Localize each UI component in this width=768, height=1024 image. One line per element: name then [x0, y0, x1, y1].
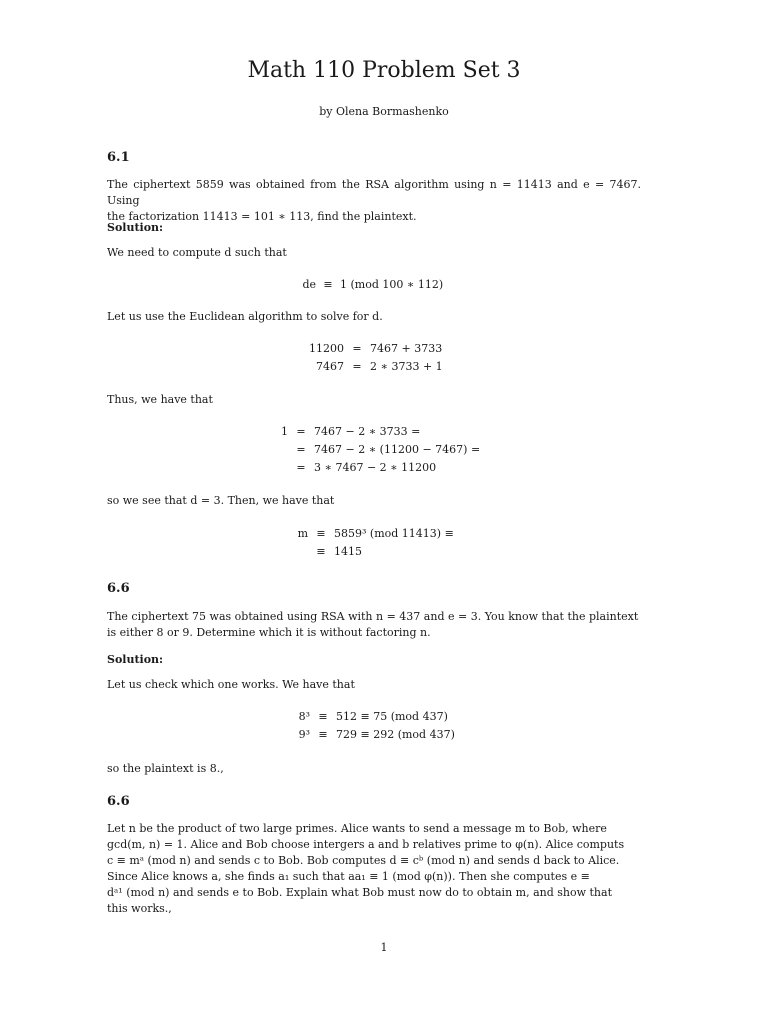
document-author: by Olena Bormashenko [319, 105, 449, 118]
equation-lhs: 8³ [298, 710, 310, 723]
equation-operator: = [352, 360, 362, 373]
equation-rhs: 512 ≡ 75 (mod 437) [336, 710, 448, 723]
compute-d-text: We need to compute d such that [107, 246, 287, 259]
equation-row [294, 726, 455, 744]
equation-row [298, 276, 443, 294]
problem-line: gcd(m, n) = 1. Alice and Bob choose intergers a and b relatives prime to φ(n). Alice computs [107, 838, 625, 851]
problem-line: The ciphertext 5859 was obtained from the RSA algorithm using n = 11413 and e = 7467. Using [107, 178, 641, 207]
problem-line: Let n be the product of two large primes. Alice wants to send a message m to Bob, where [107, 822, 607, 835]
equation-rhs: 7467 − 2 ∗ 3733 = [314, 425, 421, 438]
problem-line: c ≡ mᵃ (mod n) and sends c to Bob. Bob computes d ≡ cᵇ (mod n) and sends d back to Alice. [107, 854, 620, 867]
section-heading-6-6: 6.6 [107, 581, 130, 596]
equation-rhs: 5859³ (mod 11413) ≡ [334, 527, 454, 540]
equation-de [298, 276, 443, 294]
equation-lhs: de [302, 278, 316, 291]
equation-row [276, 423, 480, 441]
problem-line: is either 8 or 9. Determine which it is without factoring n. [107, 626, 431, 639]
solution-label: Solution: [107, 221, 164, 234]
equation-lhs: 1 [281, 425, 288, 438]
euclid-text: Let us use the Euclidean algorithm to solve for d. [107, 310, 383, 323]
equation-rhs: 3 ∗ 7467 − 2 ∗ 11200 [314, 461, 437, 474]
problem-line: Since Alice knows a, she finds a₁ such that aa₁ ≡ 1 (mod φ(n)). Then she computes e ≡ [107, 870, 590, 883]
conclusion-text: so the plaintext is 8., [107, 762, 224, 775]
problem-line: The ciphertext 75 was obtained using RSA with n = 437 and e = 3. You know that the plaintext [107, 610, 639, 623]
equation-rhs: 7467 + 3733 [370, 342, 443, 355]
equation-cubes [294, 708, 455, 744]
equation-lhs: 9³ [298, 728, 310, 741]
equation-rhs: 2 ∗ 3733 + 1 [370, 360, 443, 373]
problem-6-1-text [107, 177, 641, 225]
equation-lhs: 11200 [309, 342, 344, 355]
document-title: Math 110 Problem Set 3 [247, 58, 521, 83]
check-text: Let us check which one works. We have that [107, 678, 355, 691]
equation-lhs [276, 441, 288, 459]
problem-6-6-text [107, 609, 641, 641]
equation-operator: = [296, 425, 306, 438]
equation-row [300, 340, 443, 358]
equation-rhs: 729 ≡ 292 (mod 437) [336, 728, 455, 741]
equation-operator: = [352, 342, 362, 355]
equation-operator: ≡ [316, 527, 326, 540]
problem-line: the factorization 11413 = 101 ∗ 113, find the plaintext. [107, 210, 417, 223]
equation-rhs: 1415 [334, 545, 362, 558]
equation-rhs: 1 (mod 100 ∗ 112) [340, 278, 444, 291]
equation-operator: ≡ [316, 545, 326, 558]
problem-line: this works., [107, 902, 172, 915]
equation-row [276, 459, 480, 477]
equation-operator: ≡ [323, 278, 333, 291]
equation-operator: ≡ [318, 710, 328, 723]
equation-lhs: 7467 [316, 360, 344, 373]
problem-6-6-second-text [107, 821, 641, 917]
equation-lhs [294, 543, 308, 561]
equation-back-substitution [276, 423, 480, 477]
d-result-text: so we see that d = 3. Then, we have that [107, 494, 335, 507]
equation-m [294, 525, 454, 561]
equation-operator: = [296, 443, 306, 456]
equation-row [294, 525, 454, 543]
equation-row [294, 708, 455, 726]
thus-text: Thus, we have that [107, 393, 213, 406]
equation-row [300, 358, 443, 376]
equation-lhs: m [297, 527, 308, 540]
equation-row [276, 441, 480, 459]
equation-row [294, 543, 454, 561]
equation-rhs: 7467 − 2 ∗ (11200 − 7467) = [314, 443, 481, 456]
page-number: 1 [380, 941, 388, 954]
equation-operator: = [296, 461, 306, 474]
solution-label: Solution: [107, 653, 164, 666]
equation-euclid [300, 340, 443, 376]
section-heading-6-1: 6.1 [107, 150, 130, 165]
equation-operator: ≡ [318, 728, 328, 741]
equation-lhs [276, 459, 288, 477]
section-heading-6-6-second: 6.6 [107, 794, 130, 809]
problem-line: dᵃ¹ (mod n) and sends e to Bob. Explain what Bob must now do to obtain m, and show that [107, 886, 612, 899]
